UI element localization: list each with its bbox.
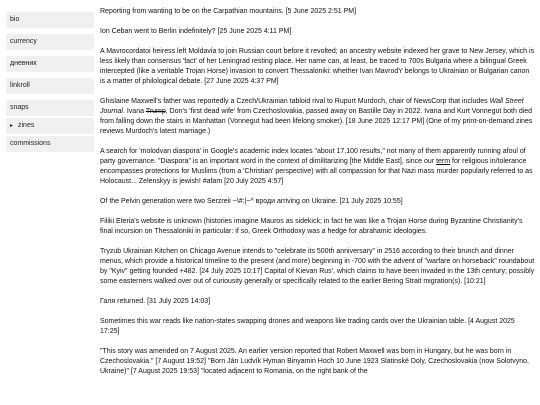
entry-text: Ghislaine Maxwell's father was reportedly a Czech/Ukrainian tabloid rival to Rupurt Murdoch, chair of NewsCorp that includes xyxy=(100,98,490,105)
journal-entry: Reporting from wanting to be on the Carpathian mountains. [5 June 2025 2:51 PM] xyxy=(100,8,357,15)
sidebar-item-label: commissions xyxy=(10,140,51,147)
journal-entry xyxy=(100,97,536,137)
entry-text: A search for 'molodvan diaspora' in Google's academic index locates "about 17,100 results," not many of them apparently running afoul of party governance. "Diaspora" is an important word in the context of dimilitarizing [the Middle East], since our xyxy=(100,148,526,165)
sidebar-nav xyxy=(6,12,94,154)
journal-entry: Filiki Eteria's website is unknown (histories imagine Mauros as sidekick; in fact he was like a Trojan Horse during Byzantine Christianity's final incursion on Thessaloniki in particular: if so, Greek Orthodoxy was a hedge for abrahamic ideologies. xyxy=(100,218,523,235)
sidebar-item-bio[interactable] xyxy=(6,12,94,28)
sidebar-item-zines[interactable] xyxy=(6,118,94,134)
publication-title: Wall Street Journal xyxy=(100,98,524,115)
sidebar-item-label: linkroll xyxy=(10,82,30,89)
entry-text: for religious in/tolerance encompasses protections for Muslims (from a 'Christian' perspective) with all compassion for that Nazi mass murder popularly referred to as Holocaust... Zelenskyy is jewish! #afam [20 July 2025 4:57] xyxy=(100,158,533,185)
sidebar-item-commissions[interactable] xyxy=(6,136,94,152)
sidebar-item-label: дневник xyxy=(10,60,37,67)
entry-text: , Don's 'first dead wife' from Czechoslovakia, passed away on Bastille Day in 2022. Ivana and Kurt Vonnegut both died from falling down the stairs in Manhattan (Vonnegut had been lifelong smoker). [18 June 2025 12:17 PM] (One of my print-on-demand zines reviews Murdoch's latest marriage.) xyxy=(100,108,533,135)
term-link[interactable]: term xyxy=(436,158,451,165)
sidebar-item-linkroll[interactable] xyxy=(6,78,94,94)
expand-caret-icon: ▸ xyxy=(10,123,14,129)
sidebar-item-label: currency xyxy=(10,38,37,45)
sidebar-item-label: snaps xyxy=(10,104,29,111)
journal-entry: A Mavrocordatoi heiress left Moldavia to join Russian court before it revolted; an ancestry website indexed her grave to New Jersey, which is less likely than consensus 'fact' of her Leningrad resting place. Her name can, at least, be traced to 700s Bulgaria where a bilingual Greek intercepted (like a veritable Trojan Horse) invasion to convert Thessaloniki: whether Ivan MavrodY belongs to Ukrainian or Bulgarian canon is a matter of philological debate. [27 June 2025 4:37 PM] xyxy=(100,48,535,85)
journal-entry xyxy=(100,147,536,187)
journal-entry: Галя returned. [31 July 2025 14:03] xyxy=(100,298,211,305)
journal-entry: Sometimes this war reads like nation-states swapping drones and weapons like trading cards over the Ukrainian table. [4 August 2025 17:25] xyxy=(100,318,515,335)
sidebar-item-snaps[interactable] xyxy=(6,100,94,116)
struck-text: Trump xyxy=(145,108,166,115)
journal-entries xyxy=(100,7,536,405)
sidebar-item-label: zines xyxy=(18,122,35,129)
journal-entry: Tryzub Ukrainian Kitchen on Chicago Avenue intends to "celebrate its 500th anniversary" in 2516 according to their brunch and dinner menus, which provide a historical timeline to the present (and more) beginning in -700 with the advent of "warfare on horseback" roundabout by "Kyiv" getting founded +482. [24 July 2025 10:17] Capital of Kievan Rus', which claims to have been invaded in the 13th century; possibly some easterners walked over out of curiousity generally or specifically related to the earlier Bering Strait migration(s). [10:21] xyxy=(100,248,535,285)
journal-entry: "This story was amended on 7 August 2025. An earlier version reported that Robert Maxwell was born in Hungary, but he was born in Czechoslovakia." [7 August 19:52] "Born Ján Ludvík Hyman Binyamin Hoch 10 June 1923 Slatinské Doly, Czechoslovakia (now Solotvyno, Ukraine)" [7 August 2025 19:53] "located adjacent to Romania, on the right bank of the xyxy=(100,348,529,375)
journal-entry: Ion Ceban went to Berlin indefinitely? [25 June 2025 4:11 PM] xyxy=(100,28,292,35)
journal-entry: Of the Pelvin generation were two Serzreii ~\#:|~^ вроди arriving on Ukraine. [21 July 2025 10:55] xyxy=(100,198,403,205)
sidebar-item-currency[interactable] xyxy=(6,34,94,50)
entry-text: . Ivana xyxy=(122,108,146,115)
sidebar-item-dnevnik[interactable] xyxy=(6,56,94,72)
sidebar-item-label: bio xyxy=(10,16,20,23)
